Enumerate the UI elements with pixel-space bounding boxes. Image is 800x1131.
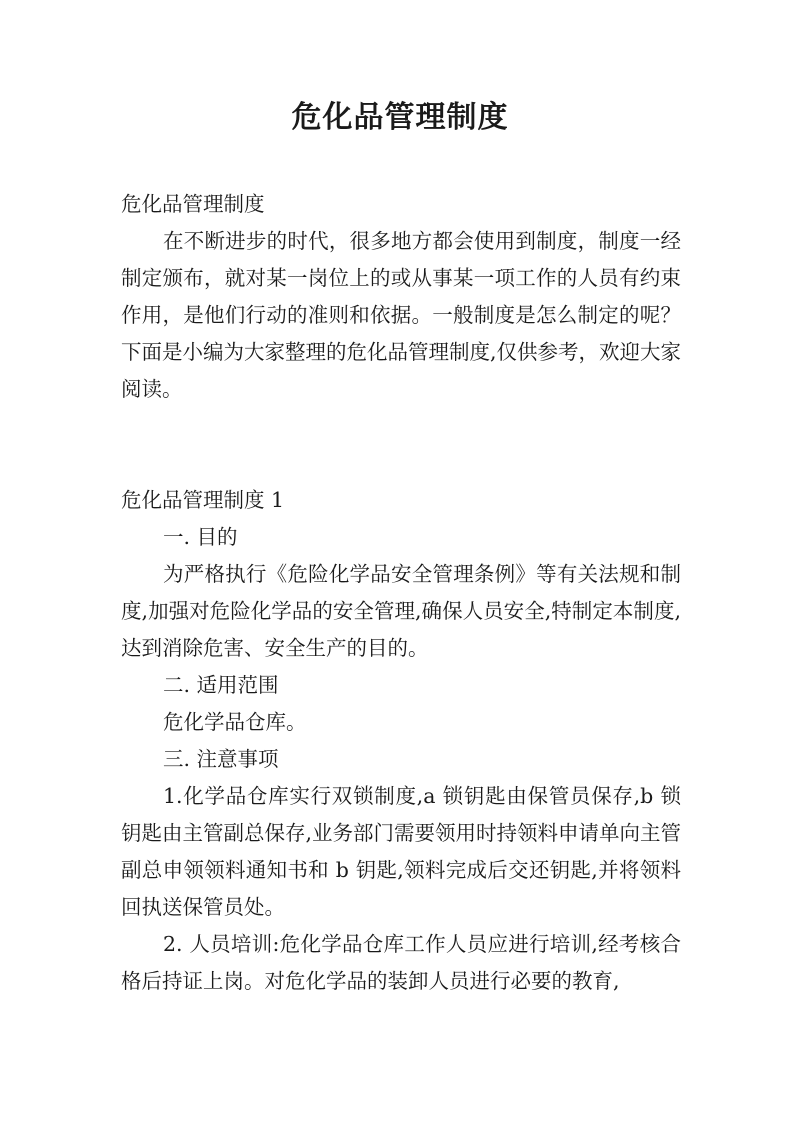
note-paragraph-2: 2. 人员培训:危化学品仓库工作人员应进行培训,经考核合格后持证上岗。对危化学品的装卸人员进行必要的教育,: [121, 932, 681, 993]
purpose-paragraph: 为严格执行《危险化学品安全管理条例》等有关法规和制度,加强对危险化学品的安全管理,确保人员安全,特制定本制度,达到消除危害、安全生产的目的。: [121, 562, 681, 660]
intro-paragraph: 在不断进步的时代，很多地方都会使用到制度，制度一经制定颁布，就对某一岗位上的或从事某一项工作的人员有约束作用，是他们行动的准则和依据。一般制度是怎么制定的呢？下面是小编为大家整理的危化品管理制度,仅供参考，欢迎大家阅读。: [121, 229, 682, 401]
document-body: [121, 186, 681, 1000]
item-heading-notes: 三. 注意事项: [163, 747, 279, 771]
document-title: 危化品管理制度: [291, 100, 509, 135]
section-heading: 危化品管理制度: [121, 192, 265, 216]
item-heading-purpose: 一. 目的: [163, 525, 238, 549]
subsection-heading: 危化品管理制度 1: [121, 488, 285, 512]
scope-paragraph: 危化学品仓库。: [163, 710, 307, 734]
paragraph-spacer: [121, 408, 681, 482]
item-heading-scope: 二. 适用范围: [163, 673, 279, 697]
note-paragraph-1: 1.化学品仓库实行双锁制度,a 锁钥匙由保管员保存,b 锁钥匙由主管副总保存,业务部门需要领用时持领料申请单向主管副总申领领料通知书和 b 钥匙,领料完成后交还钥匙,并将领料回执送保管员处。: [121, 784, 682, 919]
